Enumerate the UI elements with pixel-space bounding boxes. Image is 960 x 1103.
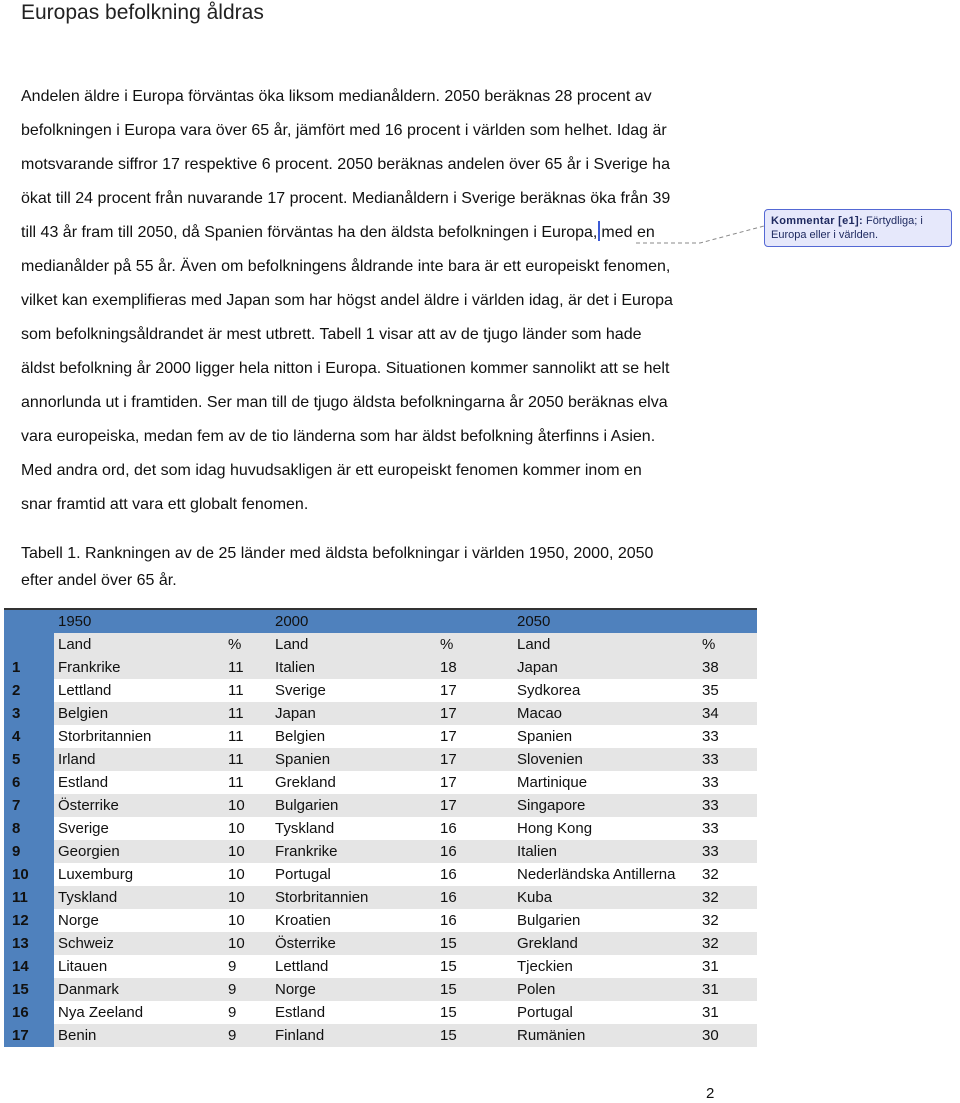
rank-cell: 1 — [4, 656, 54, 679]
table-row — [4, 1001, 757, 1024]
country-cell-2050: Italien — [513, 840, 702, 863]
comment-label: Kommentar [e1]: — [771, 215, 863, 227]
country-cell-2000: Sverige — [271, 679, 440, 702]
percent-cell-1950: 11 — [228, 771, 271, 794]
year-header-1950: 1950 — [54, 609, 228, 633]
country-cell-1950: Sverige — [54, 817, 228, 840]
percent-cell-2000: 17 — [440, 725, 513, 748]
percent-cell-2050: 33 — [702, 794, 757, 817]
percent-cell-2000: 17 — [440, 794, 513, 817]
rank-cell: 8 — [4, 817, 54, 840]
table-row — [4, 840, 757, 863]
country-cell-1950: Storbritannien — [54, 725, 228, 748]
paragraph-line: medianålder på 55 år. Även om befolkningens åldrande inte bara är ett europeiskt fenomen, — [21, 258, 671, 275]
rank-cell: 16 — [4, 1001, 54, 1024]
paragraph-line: vilket kan exemplifieras med Japan som har högst andel äldre i världen idag, är det i Europa — [21, 292, 673, 309]
rank-cell: 10 — [4, 863, 54, 886]
table-row — [4, 978, 757, 1001]
paragraph-text: till 43 år fram till 2050, då Spanien förväntas ha den äldsta befolkningen i Europa, — [21, 224, 598, 241]
country-cell-2050: Polen — [513, 978, 702, 1001]
country-cell-2050: Hong Kong — [513, 817, 702, 840]
percent-cell-2050: 30 — [702, 1024, 757, 1047]
percent-cell-1950: 10 — [228, 794, 271, 817]
country-cell-1950: Nya Zeeland — [54, 1001, 228, 1024]
country-cell-1950: Georgien — [54, 840, 228, 863]
paragraph-line — [21, 216, 673, 250]
paragraph-line: motsvarande siffror 17 respektive 6 procent. 2050 beräknas andelen över 65 år i Sverige ha — [21, 156, 670, 173]
country-cell-2050: Sydkorea — [513, 679, 702, 702]
header-spacer — [440, 609, 513, 633]
country-cell-2000: Japan — [271, 702, 440, 725]
percent-cell-2050: 32 — [702, 886, 757, 909]
rank-cell: 6 — [4, 771, 54, 794]
percent-cell-2000: 16 — [440, 909, 513, 932]
table-caption — [21, 540, 721, 594]
percent-cell-2000: 18 — [440, 656, 513, 679]
table-row — [4, 909, 757, 932]
rank-cell: 2 — [4, 679, 54, 702]
column-header-land: Land — [271, 633, 440, 656]
body-paragraph — [21, 80, 673, 522]
percent-cell-2000: 15 — [440, 932, 513, 955]
rank-cell: 15 — [4, 978, 54, 1001]
page-number: 2 — [706, 1085, 715, 1102]
rank-cell: 7 — [4, 794, 54, 817]
percent-cell-1950: 9 — [228, 1001, 271, 1024]
percent-cell-2050: 32 — [702, 909, 757, 932]
percent-cell-2050: 33 — [702, 725, 757, 748]
rank-cell: 14 — [4, 955, 54, 978]
percent-cell-1950: 9 — [228, 955, 271, 978]
percent-cell-2000: 15 — [440, 1001, 513, 1024]
column-header-percent: % — [228, 633, 271, 656]
country-cell-2000: Grekland — [271, 771, 440, 794]
percent-cell-2000: 16 — [440, 863, 513, 886]
rank-cell: 12 — [4, 909, 54, 932]
country-cell-2050: Nederländska Antillerna — [513, 863, 702, 886]
year-header-2000: 2000 — [271, 609, 440, 633]
country-cell-2050: Bulgarien — [513, 909, 702, 932]
percent-cell-2000: 16 — [440, 840, 513, 863]
country-cell-2050: Spanien — [513, 725, 702, 748]
country-cell-1950: Litauen — [54, 955, 228, 978]
percent-cell-1950: 9 — [228, 1024, 271, 1047]
header-corner — [4, 633, 54, 656]
header-spacer — [228, 609, 271, 633]
country-cell-2000: Storbritannien — [271, 886, 440, 909]
percent-cell-2000: 15 — [440, 1024, 513, 1047]
table-row — [4, 771, 757, 794]
percent-cell-2050: 32 — [702, 863, 757, 886]
country-cell-2050: Portugal — [513, 1001, 702, 1024]
header-corner — [4, 609, 54, 633]
table-column-header — [4, 633, 757, 656]
percent-cell-2050: 38 — [702, 656, 757, 679]
rank-cell: 17 — [4, 1024, 54, 1047]
percent-cell-1950: 10 — [228, 909, 271, 932]
table-row — [4, 748, 757, 771]
table-row — [4, 794, 757, 817]
paragraph-line: befolkningen i Europa vara över 65 år, jämfört med 16 procent i världen som helhet. Idag är — [21, 122, 667, 139]
percent-cell-1950: 11 — [228, 656, 271, 679]
percent-cell-2050: 33 — [702, 771, 757, 794]
country-cell-2050: Japan — [513, 656, 702, 679]
table-row — [4, 1024, 757, 1047]
percent-cell-1950: 11 — [228, 702, 271, 725]
country-cell-2050: Rumänien — [513, 1024, 702, 1047]
country-cell-1950: Norge — [54, 909, 228, 932]
country-cell-2000: Italien — [271, 656, 440, 679]
country-cell-1950: Schweiz — [54, 932, 228, 955]
country-cell-1950: Lettland — [54, 679, 228, 702]
percent-cell-2000: 17 — [440, 679, 513, 702]
country-cell-2000: Portugal — [271, 863, 440, 886]
country-cell-2050: Martinique — [513, 771, 702, 794]
percent-cell-2050: 31 — [702, 1001, 757, 1024]
country-cell-2000: Österrike — [271, 932, 440, 955]
country-cell-2000: Kroatien — [271, 909, 440, 932]
country-cell-2000: Frankrike — [271, 840, 440, 863]
table-year-header — [4, 609, 757, 633]
percent-cell-1950: 10 — [228, 817, 271, 840]
rank-cell: 5 — [4, 748, 54, 771]
percent-cell-1950: 9 — [228, 978, 271, 1001]
percent-cell-2000: 17 — [440, 748, 513, 771]
country-cell-1950: Belgien — [54, 702, 228, 725]
rank-cell: 13 — [4, 932, 54, 955]
percent-cell-1950: 11 — [228, 725, 271, 748]
percent-cell-2000: 15 — [440, 955, 513, 978]
percent-cell-2050: 34 — [702, 702, 757, 725]
table-row — [4, 863, 757, 886]
year-header-2050: 2050 — [513, 609, 702, 633]
rank-cell: 4 — [4, 725, 54, 748]
country-cell-2000: Norge — [271, 978, 440, 1001]
column-header-land: Land — [54, 633, 228, 656]
percent-cell-2000: 15 — [440, 978, 513, 1001]
percent-cell-1950: 10 — [228, 932, 271, 955]
percent-cell-2050: 32 — [702, 932, 757, 955]
caption-line: Tabell 1. Rankningen av de 25 länder med äldsta befolkningar i världen 1950, 2000, 2050 — [21, 545, 654, 562]
country-cell-1950: Danmark — [54, 978, 228, 1001]
paragraph-line: äldst befolkning år 2000 ligger hela nitton i Europa. Situationen kommer sannolikt att se helt — [21, 360, 670, 377]
percent-cell-2050: 33 — [702, 840, 757, 863]
column-header-percent: % — [702, 633, 757, 656]
percent-cell-2050: 33 — [702, 817, 757, 840]
percent-cell-2000: 16 — [440, 817, 513, 840]
paragraph-line: som befolkningsåldrandet är mest utbrett. Tabell 1 visar att av de tjugo länder som hade — [21, 326, 642, 343]
country-cell-1950: Frankrike — [54, 656, 228, 679]
country-cell-1950: Irland — [54, 748, 228, 771]
percent-cell-2000: 16 — [440, 886, 513, 909]
percent-cell-1950: 10 — [228, 886, 271, 909]
paragraph-line: Med andra ord, det som idag huvudsakligen är ett europeiskt fenomen kommer inom en — [21, 462, 642, 479]
caption-line: efter andel över 65 år. — [21, 572, 177, 589]
page-title: Europas befolkning åldras — [21, 1, 264, 24]
rank-cell: 3 — [4, 702, 54, 725]
table-row — [4, 679, 757, 702]
paragraph-line: annorlunda ut i framtiden. Ser man till de tjugo äldsta befolkningarna år 2050 beräknas elva — [21, 394, 668, 411]
comment-balloon[interactable] — [764, 209, 952, 247]
country-cell-1950: Benin — [54, 1024, 228, 1047]
percent-cell-2050: 35 — [702, 679, 757, 702]
table-row — [4, 725, 757, 748]
country-cell-2000: Belgien — [271, 725, 440, 748]
table-row — [4, 817, 757, 840]
percent-cell-2050: 31 — [702, 978, 757, 1001]
country-cell-2000: Lettland — [271, 955, 440, 978]
percent-cell-2000: 17 — [440, 702, 513, 725]
percent-cell-1950: 10 — [228, 863, 271, 886]
paragraph-text: med en — [601, 224, 655, 241]
percent-cell-1950: 10 — [228, 840, 271, 863]
rank-cell: 11 — [4, 886, 54, 909]
percent-cell-1950: 11 — [228, 748, 271, 771]
country-cell-2050: Kuba — [513, 886, 702, 909]
percent-cell-2000: 17 — [440, 771, 513, 794]
header-spacer — [702, 609, 757, 633]
table-row — [4, 955, 757, 978]
table-row — [4, 932, 757, 955]
ranking-table — [4, 608, 757, 1047]
country-cell-2050: Slovenien — [513, 748, 702, 771]
country-cell-2050: Grekland — [513, 932, 702, 955]
column-header-percent: % — [440, 633, 513, 656]
paragraph-line: ökat till 24 procent från nuvarande 17 procent. Medianåldern i Sverige beräknas öka från 39 — [21, 190, 671, 207]
percent-cell-2050: 31 — [702, 955, 757, 978]
percent-cell-2050: 33 — [702, 748, 757, 771]
table-row — [4, 702, 757, 725]
country-cell-1950: Österrike — [54, 794, 228, 817]
country-cell-1950: Tyskland — [54, 886, 228, 909]
paragraph-line: snar framtid att vara ett globalt fenomen. — [21, 496, 309, 513]
country-cell-2000: Spanien — [271, 748, 440, 771]
table-row — [4, 656, 757, 679]
country-cell-2000: Bulgarien — [271, 794, 440, 817]
table-row — [4, 886, 757, 909]
comment-text: Europa eller i världen. — [771, 229, 879, 241]
country-cell-1950: Luxemburg — [54, 863, 228, 886]
comment-text: Förtydliga; i — [865, 215, 923, 227]
country-cell-2000: Tyskland — [271, 817, 440, 840]
paragraph-line: Andelen äldre i Europa förväntas öka liksom medianåldern. 2050 beräknas 28 procent av — [21, 88, 652, 105]
paragraph-line: vara europeiska, medan fem av de tio länderna som har äldst befolkning återfinns i Asien. — [21, 428, 656, 445]
country-cell-2050: Singapore — [513, 794, 702, 817]
percent-cell-1950: 11 — [228, 679, 271, 702]
rank-cell: 9 — [4, 840, 54, 863]
column-header-land: Land — [513, 633, 702, 656]
country-cell-2050: Tjeckien — [513, 955, 702, 978]
country-cell-2000: Finland — [271, 1024, 440, 1047]
country-cell-2000: Estland — [271, 1001, 440, 1024]
country-cell-1950: Estland — [54, 771, 228, 794]
country-cell-2050: Macao — [513, 702, 702, 725]
